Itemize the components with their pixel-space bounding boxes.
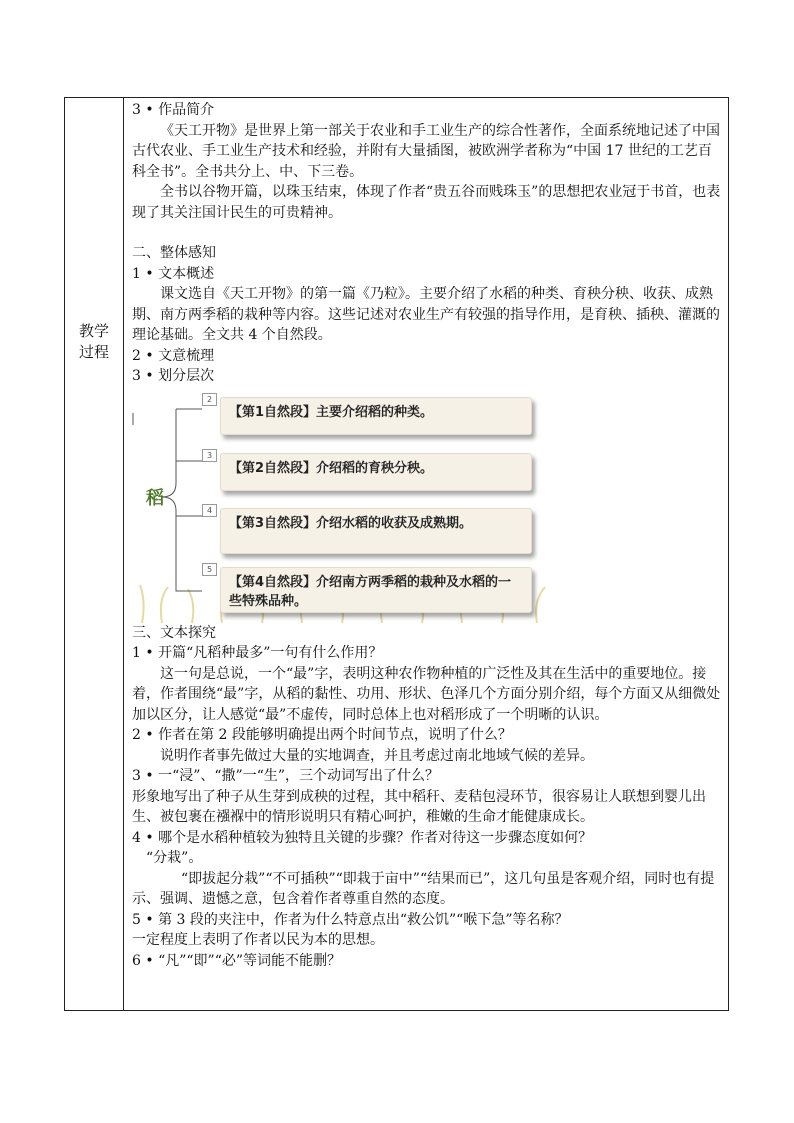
question-2: 2 • 作者在第 2 段能够明确提出两个时间节点，说明了什么？	[132, 727, 512, 743]
overview-summary: 课文选自《天工开物》的第一篇《乃粒》。主要介绍了水稻的种类、育秧分秧、收获、成熟期、南方两季稻的栽种等内容。这些记述对农业生产有较强的指导作用，是育秧、插秧、灌溉的理论基础。全文共 4 个自然段。	[132, 286, 720, 343]
overview-item-2: 2 • 文意梳理	[132, 347, 215, 364]
question-1: 1 • 开篇“凡稻种最多”一句有什么作用？	[132, 645, 383, 661]
intro-paragraph-2: 全书以谷物开篇，以珠玉结束，体现了作者“贵五谷而贱珠玉”的思想把农业冠于书首，也表现了其关注国计民生的可贵精神。	[132, 184, 721, 221]
question-3: 3 • 一“浸”、“撒”一“生”，三个动词写出了什么？	[132, 768, 440, 784]
answer-5: 一定程度上表明了作者以民为本的思想。	[132, 932, 384, 948]
card-number-badge: 2	[202, 393, 217, 406]
paragraph-card-2: 【第2自然段】介绍稻的育秧分秧。	[220, 453, 532, 491]
card-number-badge: 4	[202, 504, 217, 517]
question-6: 6 • “凡”“即”“必”等词能不能删？	[132, 952, 342, 969]
overview-item-1: 1 • 文本概述	[132, 265, 215, 282]
row-label-line-2: 过程	[78, 343, 109, 361]
explore-heading: 三、文本探究	[132, 624, 216, 641]
card-number-badge: 3	[202, 449, 217, 462]
answer-4a: “分栽”。	[146, 850, 203, 866]
answer-3: 形象地写出了种子从生芽到成秧的过程，其中稻秆、麦秸包浸环节，很容易让人联想到婴儿出生、被包裹在襁褓中的情形说明只有精心呵护，稚嫩的生命才能健康成长。	[132, 788, 706, 825]
content-cell	[132, 100, 724, 971]
row-label	[65, 321, 123, 363]
paragraph-card-3: 【第3自然段】介绍水稻的收获及成熟期。	[220, 508, 532, 554]
column-divider	[123, 98, 124, 1010]
intro-heading: 3 • 作品简介	[132, 102, 215, 118]
answer-1: 这一句是总说，一个“最”字，表明这种农作物种植的广泛性及其在生活中的重要地位。接着，作者围绕“最”字，从稻的黏性、功用、形状、色泽几个方面分别介绍，每个方面又从细微处加以区分，让人感觉“最”不虚传，同时总体上也对稻形成了一个明晰的认识。	[132, 665, 721, 723]
intro-paragraph-1: 《天工开物》是世界上第一部关于农业和手工业生产的综合性著作，全面系统地记述了中国古代农业、手工业生产技术和经验，并附有大量插图，被欧洲学者称为“中国 17 世纪的工艺百科全书”。全书共分上、中、下三卷。	[132, 122, 720, 180]
overview-item-3: 3 • 划分层次	[132, 368, 215, 384]
paragraph-card-1: 【第1自然段】主要介绍稻的种类。	[220, 397, 532, 435]
question-4: 4 • 哪个是水稻种植较为独特且关键的步骤？作者对待这一步骤态度如何？	[132, 829, 593, 846]
answer-4b: “即拔起分栽”“不可插秧”“即栽于亩中”“结果而已”，这几句虽是客观介绍，同时也有提示、强调、遗憾之意，包含着作者尊重自然的态度。	[132, 870, 715, 907]
question-5: 5 • 第 3 段的夹注中，作者为什么特意点出“救公饥”“喉下急”等名称？	[132, 911, 569, 928]
rice-root-label: 稻	[146, 487, 164, 509]
row-label-line-1: 教学	[78, 322, 109, 340]
overview-heading: 二、整体感知	[132, 245, 216, 261]
card-number-badge: 5	[202, 563, 217, 576]
structure-figure	[132, 391, 724, 623]
paragraph-card-4: 【第4自然段】介绍南方两季稻的栽种及水稻的一些特殊品种。	[220, 567, 532, 613]
answer-2: 说明作者事先做过大量的实地调查，并且考虑过南北地域气候的差异。	[160, 747, 594, 764]
lesson-table	[64, 97, 729, 1011]
